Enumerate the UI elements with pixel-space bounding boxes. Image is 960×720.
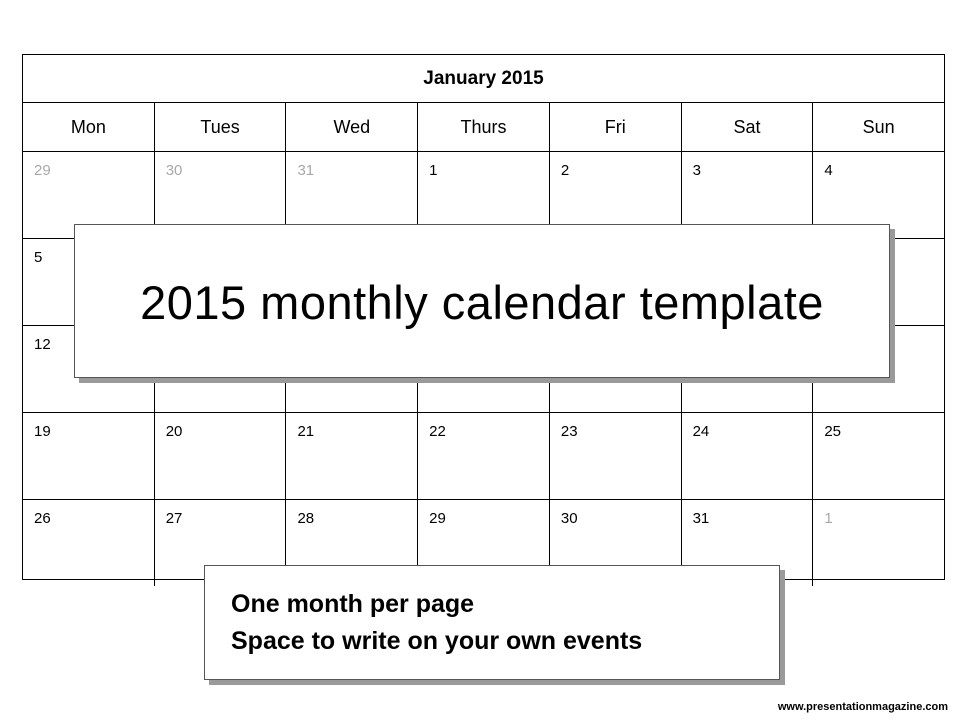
weekday-header-row xyxy=(23,103,944,152)
day-cell: 24 xyxy=(682,413,814,499)
day-cell: 30 xyxy=(550,500,682,586)
day-cell: 20 xyxy=(155,413,287,499)
day-cell: 29 xyxy=(23,152,155,238)
day-cell: 4 xyxy=(824,162,833,179)
day-cell: 31 xyxy=(682,500,814,586)
day-cell: 22 xyxy=(418,413,550,499)
day-cell: 21 xyxy=(286,413,418,499)
day-cell: 23 xyxy=(550,413,682,499)
day-cell: 25 xyxy=(824,423,841,440)
weekday-mon: Mon xyxy=(23,103,155,151)
weekday-wed: Wed xyxy=(286,103,418,151)
website-url: www.presentationmagazine.com xyxy=(777,701,948,713)
weekday-sat: Sat xyxy=(682,103,814,151)
title-callout xyxy=(74,224,890,378)
day-cell: 28 xyxy=(286,500,418,586)
day-cell: 29 xyxy=(418,500,550,586)
weekday-sun: Sun xyxy=(862,117,895,137)
weekday-tue: Tues xyxy=(155,103,287,151)
features-callout xyxy=(204,565,780,680)
day-cell: 26 xyxy=(23,500,155,586)
day-cell: 1 xyxy=(418,152,550,238)
day-cell: 12 xyxy=(23,326,155,412)
day-cell: 2 xyxy=(550,152,682,238)
day-cell: 5 xyxy=(23,239,155,325)
feature-line-2: Space to write on your own events xyxy=(231,627,643,655)
day-cell: 30 xyxy=(155,152,287,238)
calendar-title: January 2015 xyxy=(23,55,944,103)
day-cell: 3 xyxy=(682,152,814,238)
week-row xyxy=(23,413,944,500)
weekday-fri: Fri xyxy=(550,103,682,151)
callout-title: 2015 monthly calendar template xyxy=(140,276,824,329)
day-cell: 19 xyxy=(23,413,155,499)
day-cell: 31 xyxy=(286,152,418,238)
feature-line-1: One month per page xyxy=(231,590,475,618)
weekday-thu: Thurs xyxy=(418,103,550,151)
day-cell: 27 xyxy=(155,500,287,586)
day-cell: 1 xyxy=(824,510,833,527)
